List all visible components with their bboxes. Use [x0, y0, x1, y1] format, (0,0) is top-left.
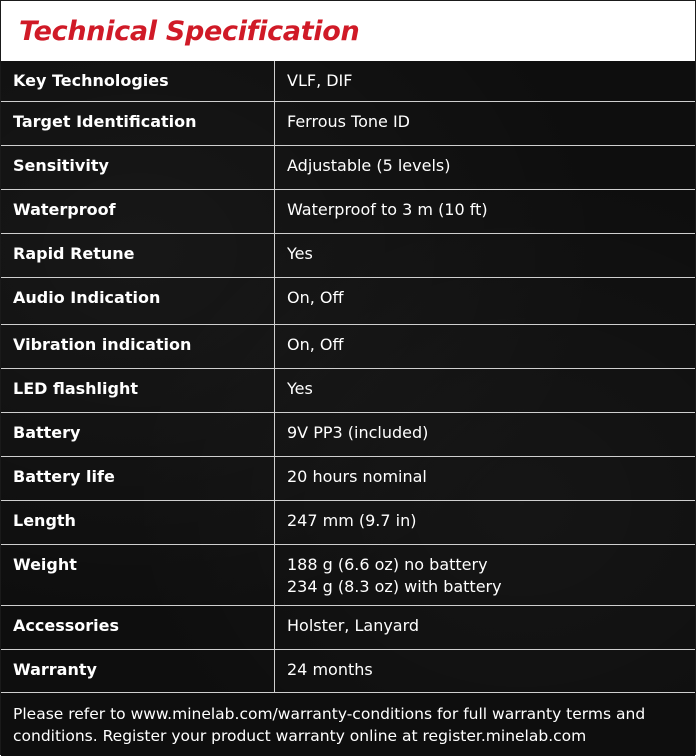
spec-value-line: 9V PP3 (included) — [287, 422, 429, 442]
table-row — [1, 61, 695, 101]
spec-value-line: Waterproof to 3 m (10 ft) — [287, 199, 488, 219]
spec-value-line: 24 months — [287, 659, 373, 679]
spec-value-cell — [275, 412, 696, 456]
spec-value-line: 234 g (8.3 oz) with battery — [287, 576, 502, 596]
spec-value-cell — [275, 368, 696, 412]
page-title: Technical Specification — [19, 15, 360, 47]
spec-table — [1, 61, 695, 692]
spec-value-cell — [275, 544, 696, 605]
spec-key-cell — [1, 189, 275, 233]
spec-key: Battery life — [13, 466, 115, 486]
table-row — [1, 101, 695, 145]
spec-value-cell — [275, 189, 696, 233]
spec-value-line: Ferrous Tone ID — [287, 111, 410, 131]
spec-value-line: Yes — [287, 243, 313, 263]
spec-key: Sensitivity — [13, 155, 109, 175]
table-row — [1, 412, 695, 456]
spec-key-cell — [1, 145, 275, 189]
spec-value — [287, 102, 683, 133]
spec-key-cell — [1, 649, 275, 692]
header — [1, 1, 695, 61]
spec-key-cell — [1, 101, 275, 145]
table-row — [1, 324, 695, 368]
table-row — [1, 456, 695, 500]
spec-key-cell — [1, 233, 275, 277]
spec-key: Length — [13, 510, 76, 530]
spec-key: Key Technologies — [13, 71, 169, 90]
spec-value — [287, 413, 683, 444]
spec-value-cell — [275, 649, 696, 692]
table-row — [1, 189, 695, 233]
spec-key-cell — [1, 500, 275, 544]
spec-value-cell — [275, 500, 696, 544]
spec-value-cell — [275, 277, 696, 324]
spec-value-line: Yes — [287, 378, 313, 398]
spec-value-cell — [275, 324, 696, 368]
spec-key: LED flashlight — [13, 378, 139, 398]
spec-value — [287, 190, 683, 221]
spec-key: Weight — [13, 554, 77, 574]
spec-value — [287, 369, 683, 400]
spec-key: Vibration indication — [13, 334, 192, 354]
spec-key: Accessories — [13, 615, 119, 635]
spec-value-cell — [275, 101, 696, 145]
spec-key-cell — [1, 456, 275, 500]
spec-key: Target Identification — [13, 111, 197, 131]
spec-key-cell — [1, 368, 275, 412]
spec-table-body — [1, 61, 695, 692]
spec-key: Audio Indication — [13, 287, 161, 307]
table-row — [1, 649, 695, 692]
spec-value-line: On, Off — [287, 287, 344, 307]
footer-note: Please refer to www.minelab.com/warranty-conditions for full warranty terms and conditions. Register your product warranty online at register.minelab.com — [1, 692, 695, 756]
spec-key-cell — [1, 412, 275, 456]
table-row — [1, 368, 695, 412]
spec-value — [287, 234, 683, 265]
spec-key-cell — [1, 324, 275, 368]
spec-value-line: Holster, Lanyard — [287, 615, 420, 635]
spec-value — [287, 650, 683, 681]
spec-key: Rapid Retune — [13, 243, 135, 263]
spec-value-line: On, Off — [287, 334, 344, 354]
spec-value-line: 247 mm (9.7 in) — [287, 510, 417, 530]
spec-key-cell — [1, 277, 275, 324]
table-row — [1, 544, 695, 605]
table-row — [1, 145, 695, 189]
spec-table-wrap — [1, 61, 695, 692]
spec-value — [287, 146, 683, 177]
spec-value — [287, 606, 683, 637]
spec-key: Battery — [13, 422, 81, 442]
table-row — [1, 605, 695, 649]
spec-value-line: Adjustable (5 levels) — [287, 155, 451, 175]
spec-value — [287, 457, 683, 488]
table-row — [1, 277, 695, 324]
spec-key: Waterproof — [13, 199, 116, 219]
spec-value — [287, 545, 683, 598]
spec-value — [287, 61, 683, 92]
table-row — [1, 500, 695, 544]
spec-value — [287, 325, 683, 356]
spec-value-cell — [275, 61, 696, 101]
spec-value-cell — [275, 456, 696, 500]
table-row — [1, 233, 695, 277]
spec-value-line: 188 g (6.6 oz) no battery — [287, 554, 488, 574]
spec-key-cell — [1, 605, 275, 649]
spec-value-cell — [275, 233, 696, 277]
spec-value-line: 20 hours nominal — [287, 466, 427, 486]
spec-value-cell — [275, 145, 696, 189]
spec-value — [287, 278, 683, 309]
spec-key-cell — [1, 61, 275, 101]
spec-value-cell — [275, 605, 696, 649]
spec-key: Warranty — [13, 659, 97, 679]
spec-key-cell — [1, 544, 275, 605]
spec-value-line: VLF, DIF — [287, 71, 353, 90]
spec-value — [287, 501, 683, 532]
